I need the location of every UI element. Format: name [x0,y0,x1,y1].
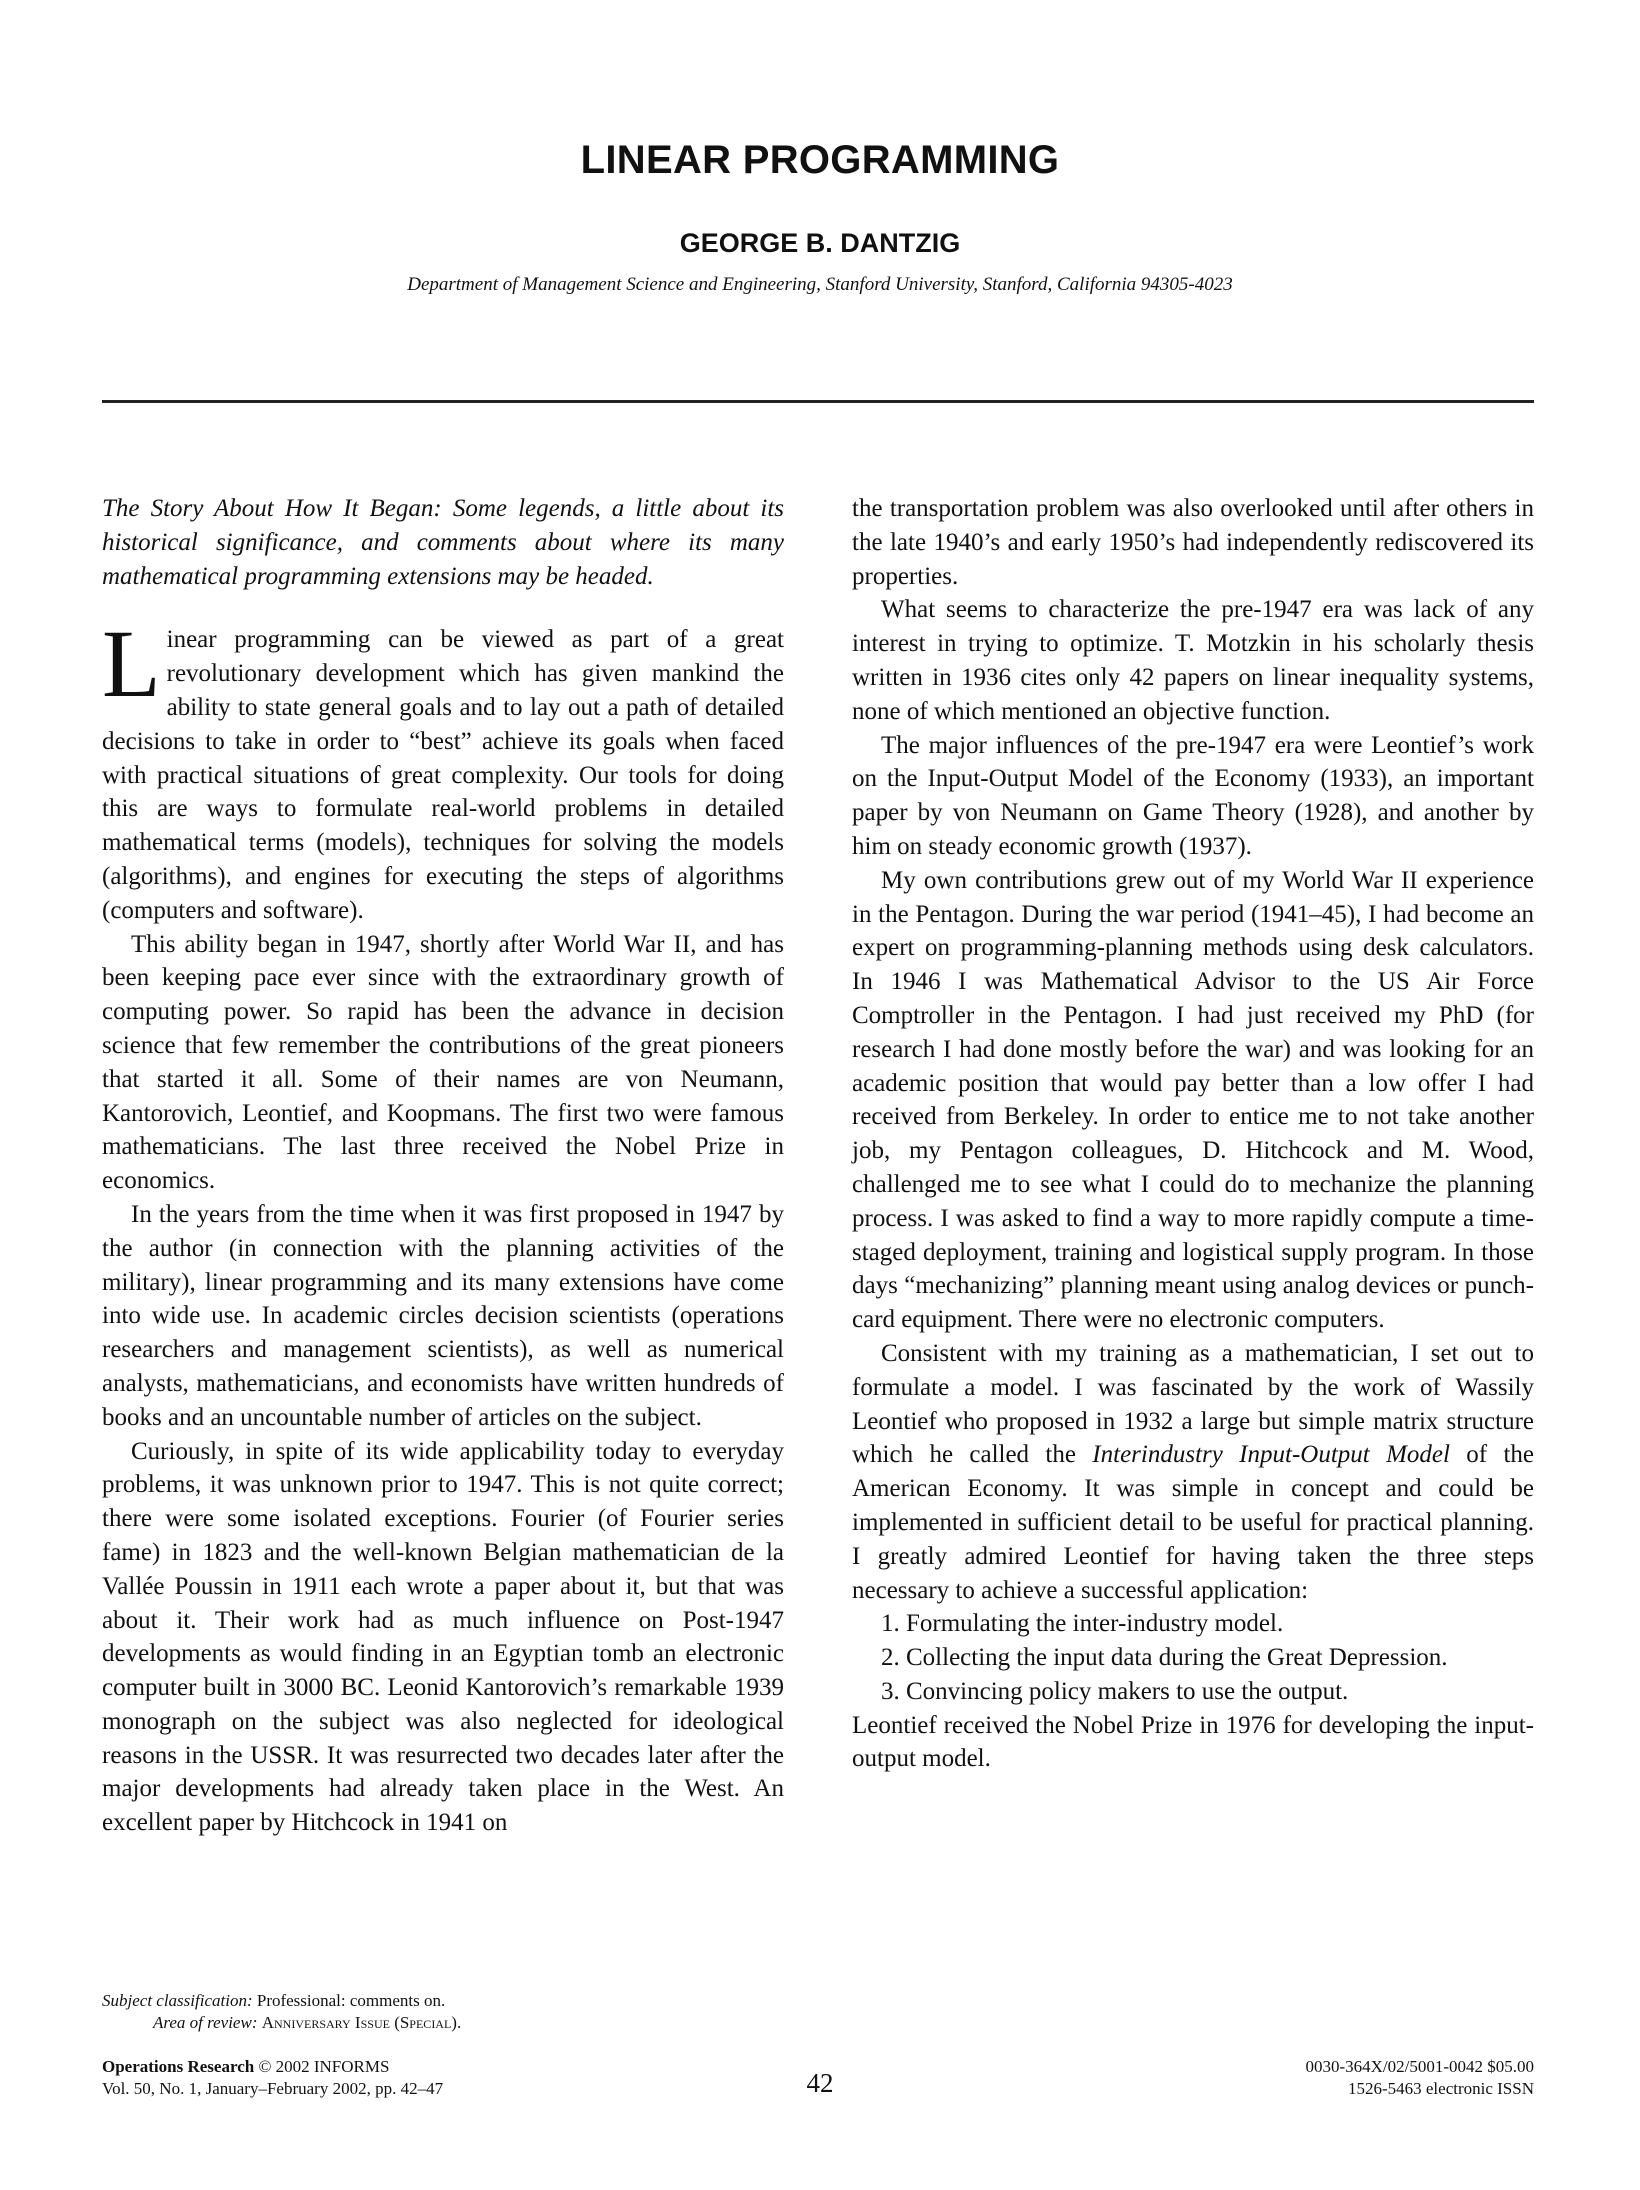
issn-electronic: 1526-5463 electronic ISSN [1347,2079,1534,2098]
area-value: Anniversary Issue (Special). [261,2013,462,2032]
list-item: 1. Formulating the inter-industry model. [881,1610,1284,1638]
paragraph-text: of the American Economy. It was simple in concept and could be implemented in sufficient detail to be useful for practical planning. I greatly admired Leontief for having taken the three steps necessary to achieve a successful application: [852,1441,1534,1604]
area-label: Area of review: [153,2013,258,2032]
area-of-review [102,2012,461,2034]
body-paragraph: My own contributions grew out of my World War II experience in the Pentagon. During the war period (1941–45), I had become an expert on programming-planning methods using desk calculators. In 1946 I was Mathematical Advisor to the US Air Force Comptroller in the Pentagon. I had just received my PhD (for research I had done mostly before the war) and was looking for an academic position that would pay better than a low offer I had received from Berkeley. In order to entice me to not take another job, my Pentagon colleagues, D. Hitchcock and M. Wood, challenged me to see what I could do to mechanize the planning process. I was asked to find a way to more rapidly compute a time-staged deployment, training and logistical supply program. In those days “mechanizing” planning meant using analog devices or punch-card equipment. There were no electronic computers. [852,866,1534,1334]
body-paragraph: What seems to characterize the pre-1947 era was lack of any interest in trying to optimize. T. Motzkin in his scholarly thesis written in 1936 cites only 42 papers on linear inequality systems, none of which mentioned an objective function. [852,596,1534,725]
issn-info [1305,2056,1534,2100]
steps-list [852,1607,1534,1708]
journal-name: Operations Research [102,2057,255,2076]
subject-label: Subject classification: [102,1991,253,2010]
paragraph-text: Consistent with my training as a mathematician, I set out to formulate a model. I was fascinated by the work of Wassily Leontief who proposed in 1932 a large but simple matrix structure which he called the [852,1339,1534,1469]
drop-cap: L [102,610,161,718]
abstract: The Story About How It Began: Some legends, a little about its historical significance, and comments about where its many mathematical programming extensions may be headed. [102,495,784,590]
author-affiliation: Department of Management Science and Engineering, Stanford University, Stanford, California 94305-4023 [407,274,1233,295]
header-divider [102,400,1534,403]
body-paragraph: Leontief received the Nobel Prize in 1976 for developing the input-output model. [852,1711,1534,1773]
body-paragraph: The major influences of the pre-1947 era were Leontief’s work on the Input-Output Model of the Economy (1933), an important paper by von Neumann on Game Theory (1928), and another by him on steady economic growth (1937). [852,731,1534,860]
page-number: 42 [806,2068,834,2098]
volume-info: Vol. 50, No. 1, January–February 2002, pp. 42–47 [102,2079,444,2098]
left-column [102,492,784,1840]
body-paragraph: This ability began in 1947, shortly after World War II, and has been keeping pace ever since with the extraordinary growth of computing power. So rapid has been the advance in decision science that few remember the contributions of the great pioneers that started it all. Some of their names are von Neumann, Kantorovich, Leontief, and Koopmans. The first two were famous mathematicians. The last three received the Nobel Prize in economics. [102,930,784,1195]
intro-paragraph [102,610,784,927]
body-paragraph: the transportation problem was also overlooked until after others in the late 1940’s and early 1950’s had independently rediscovered its properties. [852,495,1534,590]
subject-classification [102,1990,461,2012]
right-column [852,492,1534,1776]
classification-footnote [102,1990,461,2034]
list-item: 2. Collecting the input data during the Great Depression. [881,1644,1448,1672]
body-paragraph: Curiously, in spite of its wide applicability today to everyday problems, it was unknown prior to 1947. This is not quite correct; there were some isolated exceptions. Fourier (of Fourier series fame) in 1823 and the well-known Belgian mathematician de la Vallée Poussin in 1911 each wrote a paper about it, but that was about it. Their work had as much influence on Post-1947 developments as would finding in an Egyptian tomb an electronic computer built in 3000 BC. Leonid Kantorovich’s remarkable 1939 monograph on the subject was also neglected for ideological reasons in the USSR. It was resurrected two decades later after the major developments had already taken place in the West. An excellent paper by Hitchcock in 1941 on [102,1437,784,1837]
paper-title: LINEAR PROGRAMMING [580,138,1060,182]
list-item: 3. Convincing policy makers to use the output. [881,1677,1349,1705]
subject-value: Professional: comments on. [256,1991,446,2010]
copyright: © 2002 INFORMS [258,2057,390,2076]
emphasized-term: Interindustry Input-Output Model [1092,1441,1450,1469]
issn-print: 0030-364X/02/5001-0042 $05.00 [1305,2057,1534,2076]
body-paragraph: In the years from the time when it was first proposed in 1947 by the author (in connection with the planning activities of the military), linear programming and its many extensions have come into wide use. In academic circles decision scientists (operations researchers and management scientists), as well as numerical analysts, mathematicians, and economists have written hundreds of books and an uncountable number of articles on the subject. [102,1200,784,1431]
author-name: GEORGE B. DANTZIG [679,228,961,258]
body-paragraph [852,1337,1534,1607]
intro-paragraph-text: inear programming can be viewed as part of a great revolutionary development which has given mankind the ability to state general goals and to lay out a path of detailed decisions to take in order to “best” achieve its goals when faced with practical situations of great complexity. Our tools for doing this are ways to formulate real-world problems in detailed mathematical terms (models), techniques for solving the models (algorithms), and engines for executing the steps of algorithms (computers and software). [102,626,784,924]
